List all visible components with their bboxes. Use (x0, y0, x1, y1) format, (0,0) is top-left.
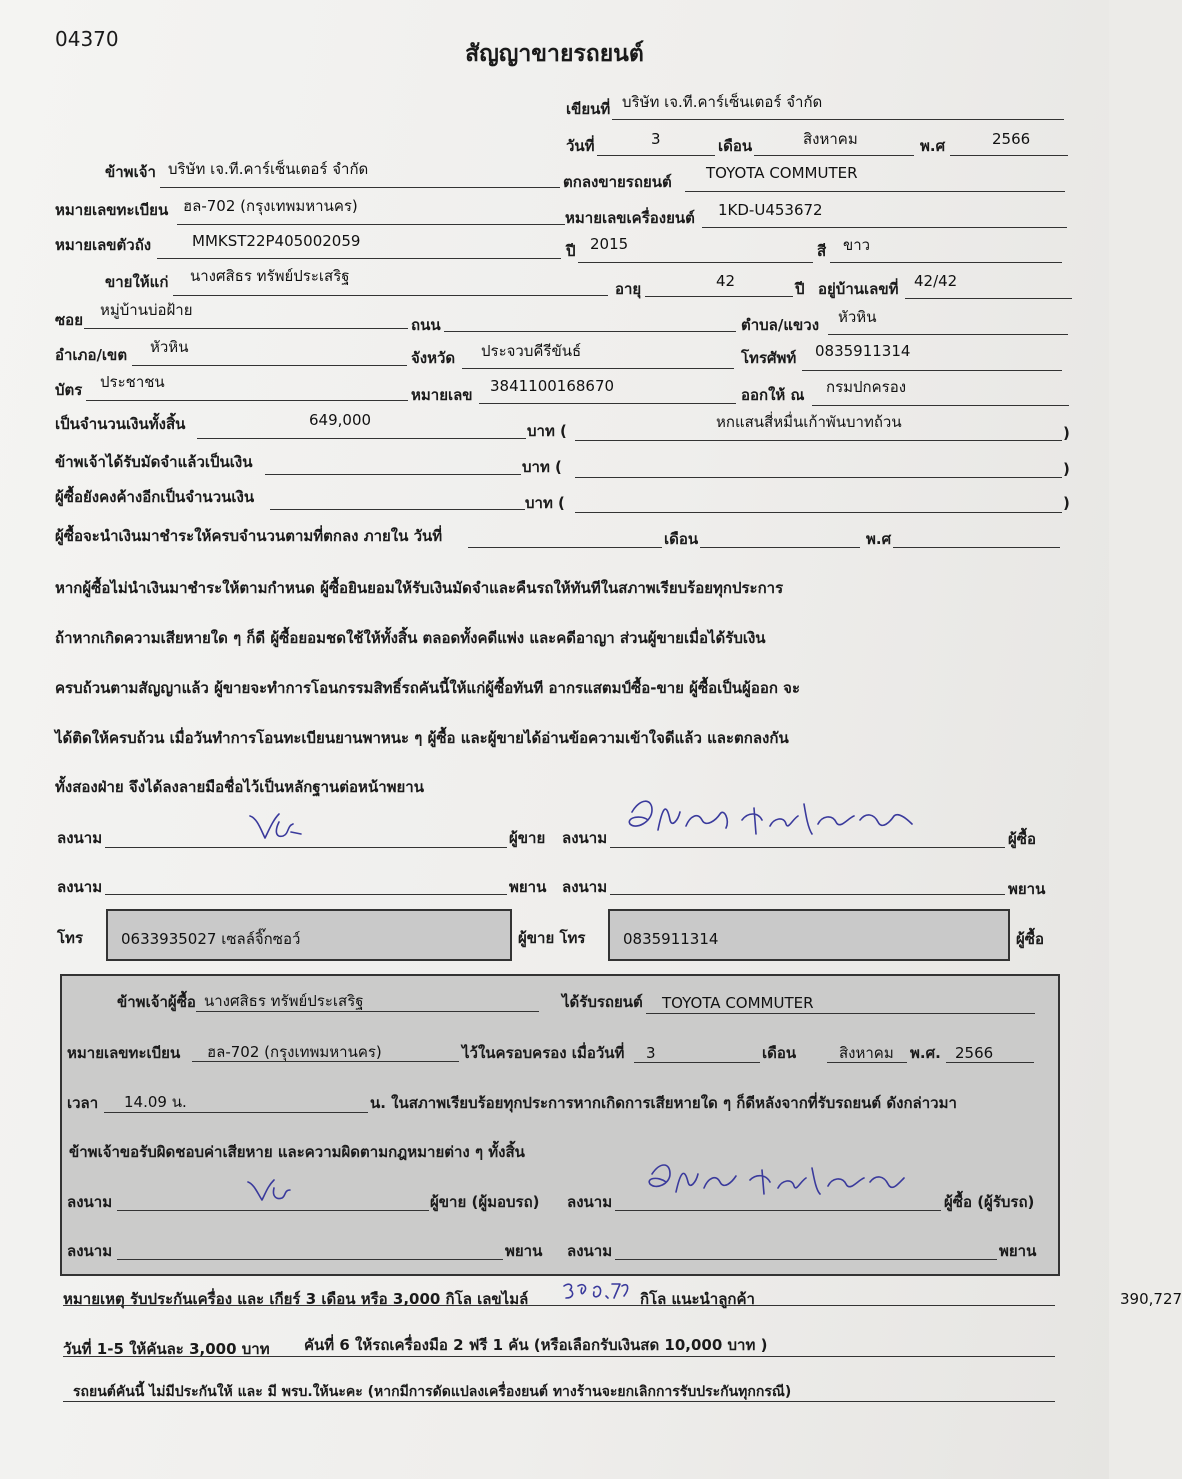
color-line (830, 262, 1062, 263)
note-line-2a: วันที่ 1-5 ให้คันละ 3,000 บาท (63, 1340, 270, 1358)
receipt-buyer: นางศสิธร ทรัพย์ประเสริฐ (204, 992, 364, 1010)
soi-label: ซอย (55, 311, 83, 329)
receipt-buyer-line (196, 1011, 539, 1012)
receipt-witness-1-role: พยาน (505, 1242, 543, 1260)
reg-line (177, 224, 565, 225)
date-day: 3 (651, 130, 661, 148)
phones-label: โทร (57, 929, 84, 947)
deposit-label: ข้าพเจ้าได้รับมัดจำแล้วเป็นเงิน (55, 453, 253, 471)
seller-phone-value: 0633935027 เซลล์จิ๊กซอว์ (121, 930, 301, 948)
vehicle-receipt-box (60, 974, 1060, 1276)
sign-label-buyer: ลงนาม (562, 829, 608, 847)
note-line-2b: คันที่ 6 ให้รถเครื่องมือ 2 ฟรี 1 คัน (หรือเลือกรับเงินสด 10,000 บาท ) (304, 1336, 768, 1354)
receipt-month: สิงหาคม (839, 1044, 894, 1062)
province-line (462, 368, 734, 369)
age-label: อายุ (615, 280, 642, 298)
subdistrict-value: หัวหิน (838, 308, 877, 326)
pay-by-year-line (893, 547, 1060, 548)
soi-value: หมู่บ้านบ่อฝ้าย (100, 301, 193, 319)
seller-signature (245, 808, 305, 848)
receipt-day: 3 (646, 1044, 656, 1062)
card-line (86, 400, 408, 401)
receipt-time-line (104, 1112, 368, 1113)
reg-label: หมายเลขทะเบียน (55, 201, 169, 219)
receipt-time-label: เวลา (67, 1094, 99, 1112)
terms-line-1: หากผู้ซื้อไม่นำเงินมาชำระให้ตามกำหนด ผู้ซื้อยินยอมให้รับเงินมัดจำและคืนรถให้ทันทีในสภาพเรียบร้อยทุกประการ (55, 579, 784, 597)
year-label: ปี (566, 242, 576, 260)
receipt-day-line (634, 1062, 760, 1063)
year-value: 2015 (590, 235, 629, 253)
receipt-seller-sign-line (117, 1210, 429, 1211)
year-line (578, 262, 813, 263)
note-line-1b: กิโล แนะนำลูกค้า (640, 1290, 755, 1308)
buyer-phone-value: 0835911314 (623, 930, 719, 948)
total-close: ) (1063, 424, 1070, 442)
sign-seller-role: ผู้ขาย (509, 829, 546, 847)
color-value: ขาว (843, 236, 871, 254)
receipt-vehicle-line (646, 1013, 1035, 1014)
receipt-time: 14.09 น. (124, 1093, 187, 1111)
witness-1-sign-line (105, 894, 507, 895)
buyer-signature (622, 790, 922, 850)
receipt-reg: ฮล-702 (กรุงเทพมหานคร) (207, 1043, 382, 1061)
date-year: 2566 (992, 130, 1031, 148)
terms-line-2: ถ้าหากเกิดความเสียหายใด ๆ ก็ดี ผู้ซื้อยอมชดใช้ให้ทั้งสิ้น ตลอดทั้งคดีแพ่ง และคดีอาญา ส่วนผู้ขายเมื่อได้รับเงิน (55, 629, 766, 647)
buyer-line (173, 295, 608, 296)
phone-label: โทรศัพท์ (741, 349, 797, 367)
road-line (444, 331, 736, 332)
remaining-close: ) (1063, 494, 1070, 512)
total-words: หกแสนสี่หมื่นเก้าพันบาทถ้วน (716, 413, 902, 431)
engine-value: 1KD-U453672 (718, 201, 823, 219)
remaining-line (270, 509, 525, 510)
written-at-value: บริษัท เจ.ที.คาร์เซ็นเตอร์ จำกัด (622, 93, 823, 111)
receipt-condition: น. ในสภาพเรียบร้อยทุกประการหากเกิดการเสียหายใด ๆ ก็ดีหลังจากที่รับรถยนต์ ดังกล่าวมา (370, 1094, 957, 1112)
written-at-line (612, 119, 1064, 120)
note-line-3: รถยนต์คันนี้ ไม่มีประกันให้ และ มี พรบ.ให้นะคะ (หากมีการดัดแปลงเครื่องยนต์ ทางร้านจะยกเลิกการรับประกันทุกกรณี) (73, 1384, 792, 1400)
sign-buyer-role: ผู้ซื้อ (1008, 830, 1036, 848)
date-year-line (950, 155, 1068, 156)
remaining-words-line (575, 512, 1062, 513)
card-no-label: หมายเลข (411, 386, 473, 404)
date-day-line (597, 155, 715, 156)
phone-line (802, 370, 1062, 371)
witness-1-role: พยาน (509, 878, 547, 896)
receipt-witness-2-line (615, 1259, 997, 1260)
deposit-baht: บาท ( (522, 458, 562, 476)
receipt-year-line (946, 1062, 1034, 1063)
receipt-sign-label-witness-2: ลงนาม (567, 1242, 613, 1260)
receipt-sign-label-buyer: ลงนาม (567, 1193, 613, 1211)
date-day-label: วันที่ (566, 137, 595, 155)
receipt-year: 2566 (955, 1044, 994, 1062)
seller-label: ข้าพเจ้า (105, 163, 156, 181)
document-number: 04370 (55, 27, 119, 51)
card-no-value: 3841100168670 (490, 377, 615, 395)
buyer-phone-label: ผู้ซื้อ (1016, 930, 1044, 948)
agree-sell-line (685, 191, 1065, 192)
province-value: ประจวบคีรีขันธ์ (481, 342, 582, 360)
receipt-buyer-label: ข้าพเจ้าผู้ซื้อ (117, 993, 196, 1011)
buyer-phone-box (608, 909, 1010, 961)
total-line (197, 438, 526, 439)
document-title: สัญญาขายรถยนต์ (465, 41, 644, 67)
receipt-month-label: เดือน (762, 1044, 797, 1062)
date-month-line (754, 155, 914, 156)
house-value: 42/42 (914, 272, 958, 290)
issued-label: ออกให้ ณ (741, 386, 805, 404)
sign-label-witness-1: ลงนาม (57, 878, 103, 896)
receipt-month-line (827, 1062, 907, 1063)
seller-phone-label: ผู้ขาย โทร (518, 929, 586, 947)
pay-by-month-label: เดือน (664, 530, 699, 548)
witness-2-sign-line (610, 894, 1005, 895)
note-line-1a: หมายเหตุ รับประกันเครื่อง และ เกียร์ 3 เดือน หรือ 3,000 กิโล เลขไมล์ (63, 1290, 529, 1308)
sign-label-seller: ลงนาม (57, 829, 103, 847)
age-value: 42 (716, 272, 736, 290)
receipt-buyer-sign-line (615, 1210, 941, 1211)
seller-value: บริษัท เจ.ที.คาร์เซ็นเตอร์ จำกัด (168, 160, 369, 178)
note-line-3-rule (63, 1401, 1055, 1402)
date-year-label: พ.ศ (920, 137, 946, 155)
card-no-line (479, 403, 736, 404)
receipt-sign-label-witness-1: ลงนาม (67, 1242, 113, 1260)
receipt-buyer-signature (642, 1154, 912, 1210)
receipt-seller-signature (244, 1176, 294, 1208)
receipt-witness-2-role: พยาน (999, 1242, 1037, 1260)
chassis-value: MMKST22P405002059 (192, 232, 361, 250)
engine-line (702, 227, 1067, 228)
reg-value: ฮล-702 (กรุงเทพมหานคร) (183, 197, 358, 215)
receipt-possess-label: ไว้ในครอบครอง เมื่อวันที่ (462, 1044, 625, 1062)
seller-phone-box (106, 909, 512, 961)
phone-value: 0835911314 (815, 342, 911, 360)
pay-by-month-line (700, 547, 860, 548)
receipt-reg-line (192, 1061, 459, 1062)
subdistrict-label: ตำบล/แขวง (741, 316, 820, 334)
province-label: จังหวัด (411, 349, 456, 367)
seller-line (160, 187, 560, 188)
total-value: 649,000 (309, 411, 372, 429)
deposit-words-line (575, 477, 1062, 478)
issued-value: กรมปกครอง (826, 378, 907, 396)
house-label: อยู่บ้านเลขที่ (818, 280, 899, 298)
issued-line (812, 405, 1069, 406)
receipt-witness-1-line (117, 1259, 503, 1260)
receipt-sign-label-seller: ลงนาม (67, 1193, 113, 1211)
pay-by-day-line (468, 547, 662, 548)
remaining-baht: บาท ( (525, 494, 565, 512)
date-month-label: เดือน (718, 137, 753, 155)
seller-sign-line (105, 847, 507, 848)
witness-2-role: พยาน (1008, 880, 1046, 898)
receipt-year-label: พ.ศ. (910, 1044, 941, 1062)
chassis-label: หมายเลขตัวถัง (55, 236, 152, 254)
agree-sell-value: TOYOTA COMMUTER (706, 164, 858, 182)
total-words-line (575, 440, 1062, 441)
district-line (132, 365, 407, 366)
district-value: หัวหิน (150, 338, 189, 356)
color-label: สี (817, 242, 827, 260)
agree-sell-label: ตกลงขายรถยนต์ (563, 173, 672, 191)
terms-line-5: ทั้งสองฝ่าย จึงได้ลงลายมือชื่อไว้เป็นหลักฐานต่อหน้าพยาน (55, 778, 424, 796)
deposit-close: ) (1063, 460, 1070, 478)
receipt-liability: ข้าพเจ้าขอรับผิดชอบค่าเสียหาย และความผิดตามกฎหมายต่าง ๆ ทั้งสิ้น (69, 1143, 525, 1161)
mileage-handwriting (560, 1278, 630, 1304)
total-baht: บาท ( (527, 422, 567, 440)
chassis-line (157, 258, 561, 259)
pay-by-label: ผู้ซื้อจะนำเงินมาชำระให้ครบจำนวนตามที่ตกลง ภายใน วันที่ (55, 527, 443, 545)
subdistrict-line (828, 334, 1068, 335)
receipt-seller-role: ผู้ขาย (ผู้มอบรถ) (430, 1193, 540, 1211)
road-label: ถนน (411, 316, 441, 334)
note-line-2-rule (63, 1356, 1055, 1357)
age-line (645, 296, 793, 297)
total-label: เป็นจำนวนเงินทั้งสิ้น (55, 415, 186, 433)
deposit-line (265, 474, 521, 475)
terms-line-3: ครบถ้วนตามสัญญาแล้ว ผู้ขายจะทำการโอนกรรมสิทธิ์รถคันนี้ให้แก่ผู้ซื้อทันที อากรแสตมป์ซื้อ-ขาย ผู้ซื้อเป็นผู้ออก จะ (55, 679, 800, 697)
engine-label: หมายเลขเครื่องยนต์ (565, 209, 695, 227)
card-value: ประชาชน (100, 373, 165, 391)
receipt-vehicle: TOYOTA COMMUTER (662, 994, 814, 1012)
house-line (905, 298, 1072, 299)
pay-by-year-label: พ.ศ (866, 530, 892, 548)
buyer-label: ขายให้แก่ (105, 273, 169, 291)
soi-line (84, 328, 408, 329)
age-unit: ปี (795, 280, 805, 298)
remaining-label: ผู้ซื้อยังคงค้างอีกเป็นจำนวนเงิน (55, 488, 255, 506)
receipt-received-label: ได้รับรถยนต์ (562, 993, 643, 1011)
written-at-label: เขียนที่ (566, 100, 611, 118)
receipt-buyer-role: ผู้ซื้อ (ผู้รับรถ) (944, 1193, 1035, 1211)
buyer-value: นางศสิธร ทรัพย์ประเสริฐ (190, 267, 350, 285)
card-label: บัตร (55, 381, 83, 399)
terms-line-4: ได้ติดให้ครบถ้วน เมื่อวันทำการโอนทะเบียนยานพาหนะ ๆ ผู้ซื้อ และผู้ขายได้อ่านข้อความเข้าใจดีแล้ว และตกลงกัน (55, 729, 789, 747)
receipt-reg-label: หมายเลขทะเบียน (67, 1044, 181, 1062)
district-label: อำเภอ/เขต (55, 346, 128, 364)
mileage-value: 390,727 (1120, 1290, 1182, 1308)
date-month: สิงหาคม (803, 130, 858, 148)
note-line-1-rule (63, 1305, 1055, 1306)
sign-label-witness-2: ลงนาม (562, 878, 608, 896)
